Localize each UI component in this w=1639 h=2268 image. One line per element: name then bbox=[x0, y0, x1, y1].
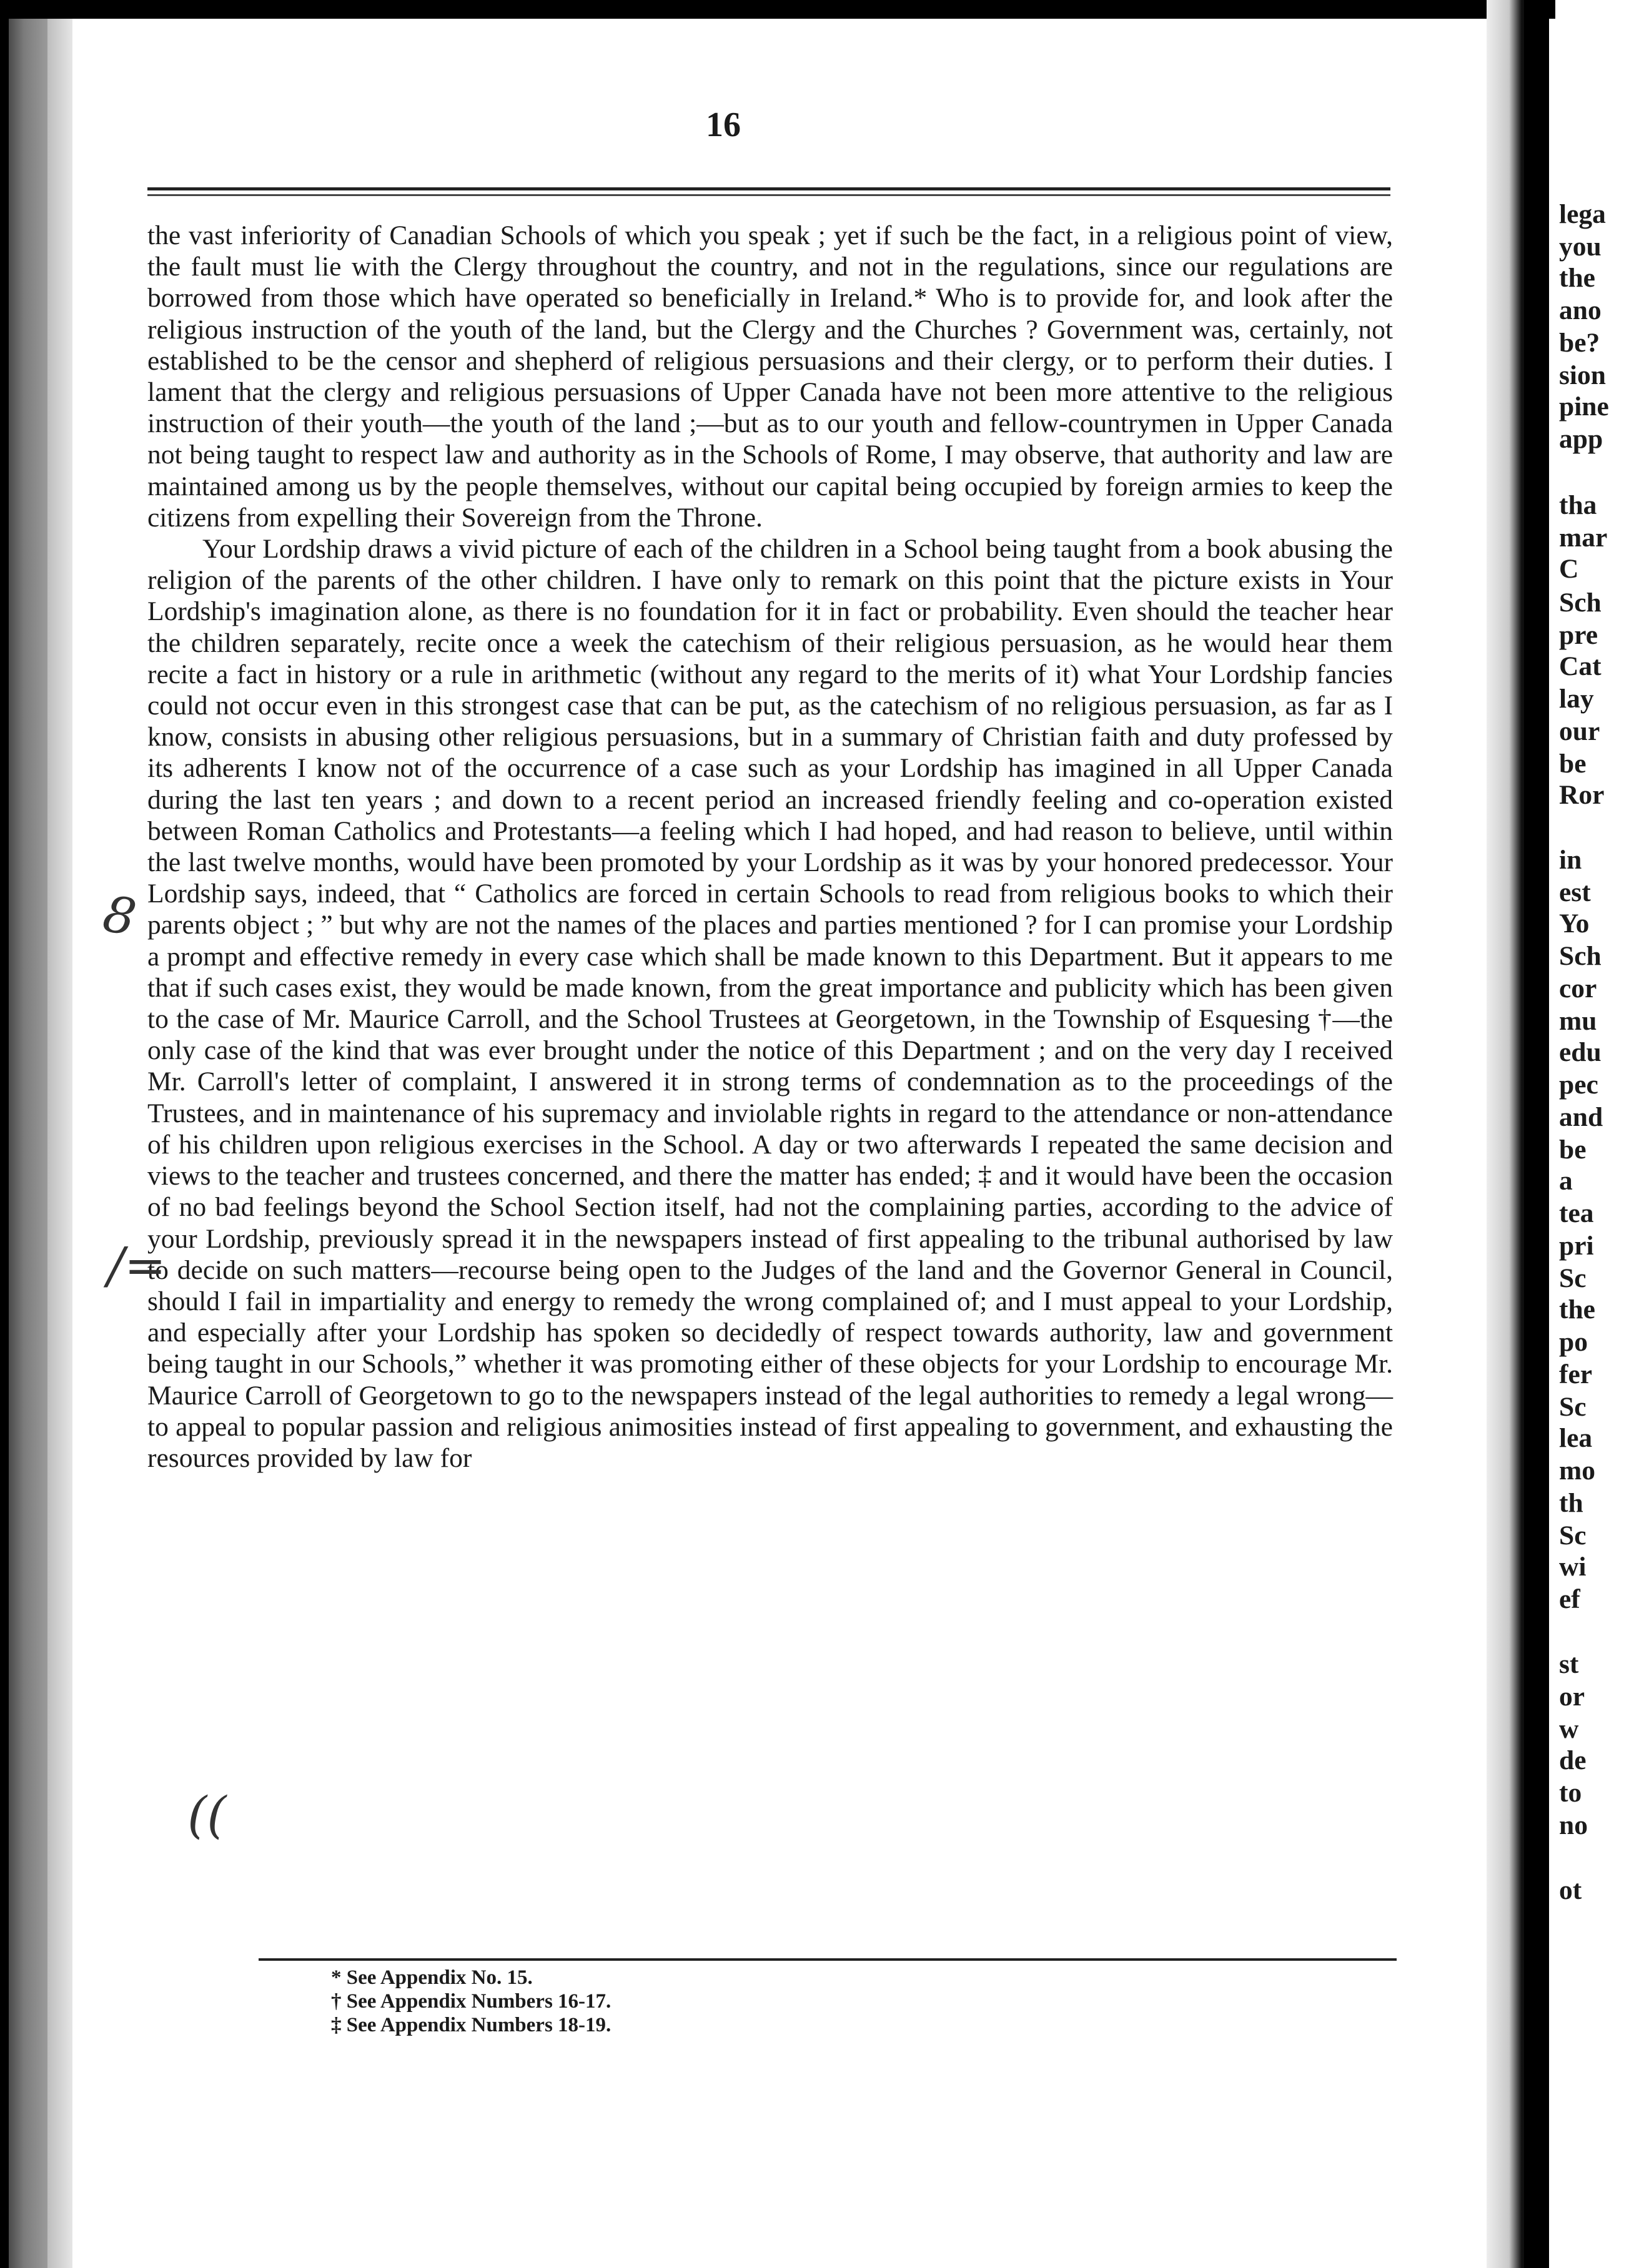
book-edge-highlight bbox=[47, 19, 72, 2268]
next-page-word: mar bbox=[1559, 523, 1608, 553]
next-page-word: our bbox=[1559, 716, 1600, 746]
next-page-word: cor bbox=[1559, 974, 1597, 1003]
next-page-word: Sch bbox=[1559, 941, 1602, 971]
next-page-word: Ror bbox=[1559, 780, 1605, 810]
next-page-word: de bbox=[1559, 1745, 1587, 1775]
next-page-word: Sc bbox=[1559, 1392, 1587, 1422]
next-page-word: ot bbox=[1559, 1875, 1582, 1905]
next-page-word: st bbox=[1559, 1649, 1579, 1679]
next-page-word: lega bbox=[1559, 199, 1606, 229]
next-page-word: fer bbox=[1559, 1359, 1593, 1389]
footnote: † See Appendix Numbers 16-17. bbox=[331, 1990, 612, 2013]
next-page-word: or bbox=[1559, 1682, 1585, 1712]
footnotes bbox=[331, 1966, 611, 2037]
scan-top-border bbox=[0, 0, 1639, 19]
next-page-word: th bbox=[1559, 1488, 1583, 1518]
footnote-rule bbox=[259, 1958, 1397, 1961]
book-edge-shadow bbox=[9, 19, 47, 2268]
header-rule bbox=[147, 187, 1390, 196]
next-page-word: ef bbox=[1559, 1584, 1580, 1614]
next-page-word: a bbox=[1559, 1166, 1573, 1196]
next-page-word: Cat bbox=[1559, 651, 1602, 681]
next-page-word: pec bbox=[1559, 1070, 1598, 1100]
book-gutter-shadow bbox=[1524, 0, 1549, 2268]
page-number: 16 bbox=[706, 106, 741, 144]
next-page-word: no bbox=[1559, 1810, 1588, 1840]
next-page-fragment bbox=[1555, 0, 1639, 2268]
footnote: * See Appendix No. 15. bbox=[331, 1966, 533, 1989]
next-page-word: tha bbox=[1559, 490, 1597, 520]
next-page-word: Sc bbox=[1559, 1521, 1587, 1551]
next-page-word: Yo bbox=[1559, 909, 1590, 939]
next-page-word: wi bbox=[1559, 1552, 1587, 1582]
handwritten-margin-mark: /= bbox=[107, 1236, 166, 1294]
next-page-word: po bbox=[1559, 1327, 1588, 1357]
next-page-word: mo bbox=[1559, 1456, 1595, 1486]
next-page-word: sion bbox=[1559, 360, 1606, 390]
next-page-word: edu bbox=[1559, 1037, 1602, 1067]
next-page-word: Sc bbox=[1559, 1263, 1587, 1293]
next-page-word: lea bbox=[1559, 1423, 1593, 1453]
next-page-word: est bbox=[1559, 877, 1591, 907]
next-page-word: the bbox=[1559, 263, 1595, 293]
next-page-word: you bbox=[1559, 232, 1602, 262]
next-page-word: be? bbox=[1559, 328, 1600, 358]
next-page-word: C bbox=[1559, 554, 1579, 584]
next-page-word: be bbox=[1559, 749, 1587, 779]
next-page-word: and bbox=[1559, 1102, 1603, 1132]
next-page-word: mu bbox=[1559, 1006, 1597, 1036]
body-text bbox=[147, 220, 1393, 1474]
next-page-word: be bbox=[1559, 1135, 1587, 1165]
next-page-word: the bbox=[1559, 1294, 1595, 1324]
footnote: ‡ See Appendix Numbers 18-19. bbox=[331, 2014, 612, 2036]
paragraph: Your Lordship draws a vivid picture of each of the children in a School being taught from a book abusing the religion of the parents of the other children. I have only to remark on this point that the picture exists in Your Lordship's imagination alone, as there is no foundation for it in fact or probability. Even should the teacher hear the children separately, recite once a week the catechism of their religious persuasion, as he would hear them recite a fact in history or a rule in arithmetic (without any regard to the merits of it) what Your Lordship fancies could not occur even in this strongest case that can be put, as the catechism of no religious persuasion, as far as I know, consists in abusing other religious persuasions, but in a summary of Christian faith and duty professed by its adherents I know not of the occurrence of a case such as your Lordship has imagined in all Upper Canada during the last ten years ; and down to a recent period an increased friendly feeling and co-operation existed between Roman Catholics and Protestants—a feeling which I had hoped, and had reason to believe, until within the last twelve months, would have been promoted by your Lordship as it was by your honored predecessor. Your Lordship says, indeed, that “ Catholics are forced in certain Schools to read from religious books to which their parents object ; ” but why are not the names of the places and parties mentioned ? for I can promise your Lordship a prompt and effective remedy in every case which shall be made known to this Department. But it appears to me that if such cases exist, they would be made known, from the great importance and publicity which has been given to the case of Mr. Maurice Carroll, and the School Trustees at Georgetown, in the Township of Esquesing †—the only case of the kind that was ever brought under the notice of this Department ; and on the very day I received Mr. Carroll's letter of complaint, I answered it in strong terms of condemnation as to the proceedings of the Trustees, and in maintenance of his supremacy and inviolable rights in regard to the attendance or non-attendance of his children upon religious exercises in the School. A day or two afterwards I repeated the same decision and views to the teacher and trustees concerned, and there the matter has ended; ‡ and it would have been the occasion of no bad feelings beyond the School Section itself, had not the complaining parties, according to the advice of your Lordship, previously spread it in the newspapers instead of first appealing to the tribunal authorised by law to decide on such matters—recourse being open to the Judges of the land and the Governor General in Council, should I fail in impartiality and energy to remedy the wrong complained of; and I must appeal to your Lordship, and especially after your Lordship has spoken so decidedly of respect towards authority, law and government being taught in our Schools,” whether it was promoting either of these objects for your Lordship to encourage Mr. Maurice Carroll of Georgetown to go to the newspapers instead of the legal authorities to remedy a legal wrong—to appeal to popular passion and religious animosities instead of first appealing to government, and exhausting the resources provided by law for bbox=[147, 534, 1393, 1473]
next-page-word: pine bbox=[1559, 392, 1609, 422]
scan-left-border bbox=[0, 0, 9, 2268]
handwritten-margin-mark: 8 bbox=[99, 884, 141, 947]
next-page-word: lay bbox=[1559, 684, 1594, 714]
next-page-word: tea bbox=[1559, 1198, 1594, 1228]
paragraph: the vast inferiority of Canadian Schools of which you speak ; yet if such be the fact, in a religious point of view, the fault must lie with the Clergy throughout the country, and not in the regulations, since our regulations are borrowed from those which have operated so beneficially in Ireland.* Who is to provide for, and look after the religious instruction of the youth of the land, but the Clergy and the Churches ? Government was, certainly, not established to be the censor and shepherd of religious persuasions and their clergy, or to perform their duties. I lament that the clergy and religious persuasions of Upper Canada have not been more attentive to the religious instruction of their youth—the youth of the land ;—but as to our youth and fellow-countrymen in Upper Canada not being taught to respect law and authority as in the Schools of Rome, I may observe, that authority and law are maintained among us by the people themselves, without our capital being occupied by foreign armies to keep the citizens from expelling their Sovereign from the Throne. bbox=[147, 220, 1393, 533]
next-page-word: ano bbox=[1559, 295, 1602, 325]
next-page-word: pre bbox=[1559, 620, 1598, 650]
next-page-word: app bbox=[1559, 424, 1603, 454]
next-page-word: to bbox=[1559, 1778, 1582, 1808]
next-page-word: Sch bbox=[1559, 588, 1602, 618]
next-page-word: w bbox=[1559, 1714, 1579, 1744]
handwritten-margin-mark: (( bbox=[187, 1786, 227, 1844]
next-page-word: pri bbox=[1559, 1231, 1594, 1261]
next-page-word: in bbox=[1559, 845, 1582, 875]
